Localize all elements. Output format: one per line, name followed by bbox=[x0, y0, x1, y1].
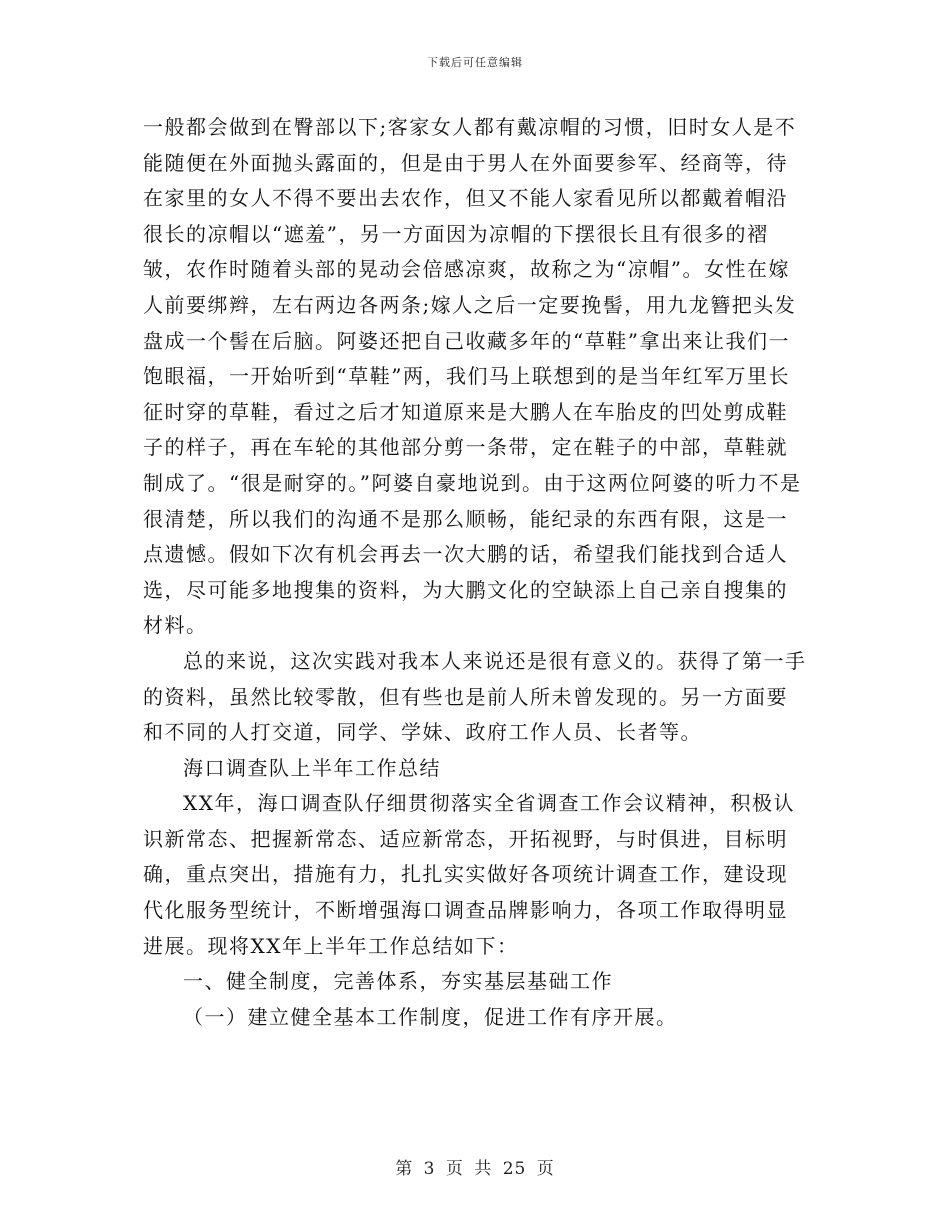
body-paragraph-1: 一般都会做到在臀部以下;客家女人都有戴凉帽的习惯，旧时女人是不能随便在外面抛头露面的，但是由于男人在外面要参军、经商等，待在家里的女人不得不要出去农作，但又不能人家看见所以都戴着帽沿很长的凉帽以“遮羞”，另一方面因为凉帽的下摆很长且有很多的褶皱，农作时随着头部的晃动会倍感凉爽，故称之为“凉帽”。女性在嫁人前要绑辫，左右两边各两条;嫁人之后一定要挽髻，用九龙簪把头发盘成一个髻在后脑。阿婆还把自己收藏多年的“草鞋”拿出来让我们一饱眼福，一开始听到“草鞋”两，我们马上联想到的是当年红军万里长征时穿的草鞋，看过之后才知道原来是大鹏人在车胎皮的凹处剪成鞋子的样子，再在车轮的其他部分剪一条带，定在鞋子的中部，草鞋就制成了。“很是耐穿的。”阿婆自豪地说到。由于这两位阿婆的听力不是很清楚，所以我们的沟通不是那么顺畅，能纪录的东西有限，这是一点遗憾。假如下次有机会再去一次大鹏的话，希望我们能找到合适人选，尽可能多地搜集的资料，为大鹏文化的空缺添上自己亲自搜集的材料。 bbox=[143, 115, 802, 638]
section-title: 海口调查队上半年工作总结 bbox=[183, 755, 441, 780]
body-paragraph-3: XX年，海口调查队仔细贯彻落实全省调查工作会议精神，积极认识新常态、把握新常态、适应新常态，开拓视野，与时俱进，目标明确，重点突出，措施有力，扎扎实实做好各项统计调查工作，建设现代化服务型统计，不断增强海口调查品牌影响力，各项工作取得明显进展。现将XX年上半年工作总结如下： bbox=[143, 791, 795, 958]
subsection-heading-1: （一）建立健全基本工作制度，促进工作有序开展。 bbox=[183, 1004, 678, 1029]
body-paragraph-2: 总的来说，这次实践对我本人来说还是很有意义的。获得了第一手的资料，虽然比较零散，但有些也是前人所未曾发现的。另一方面要和不同的人打交道，同学、学妹、政府工作人员、长者等。 bbox=[143, 648, 807, 745]
page-header: 下载后可任意编辑 bbox=[427, 56, 523, 69]
section-heading-1: 一、健全制度，完善体系，夯实基层基础工作 bbox=[183, 969, 613, 994]
document-body bbox=[143, 110, 808, 1035]
page-footer: 第 3 页 共 25 页 bbox=[395, 1159, 555, 1179]
